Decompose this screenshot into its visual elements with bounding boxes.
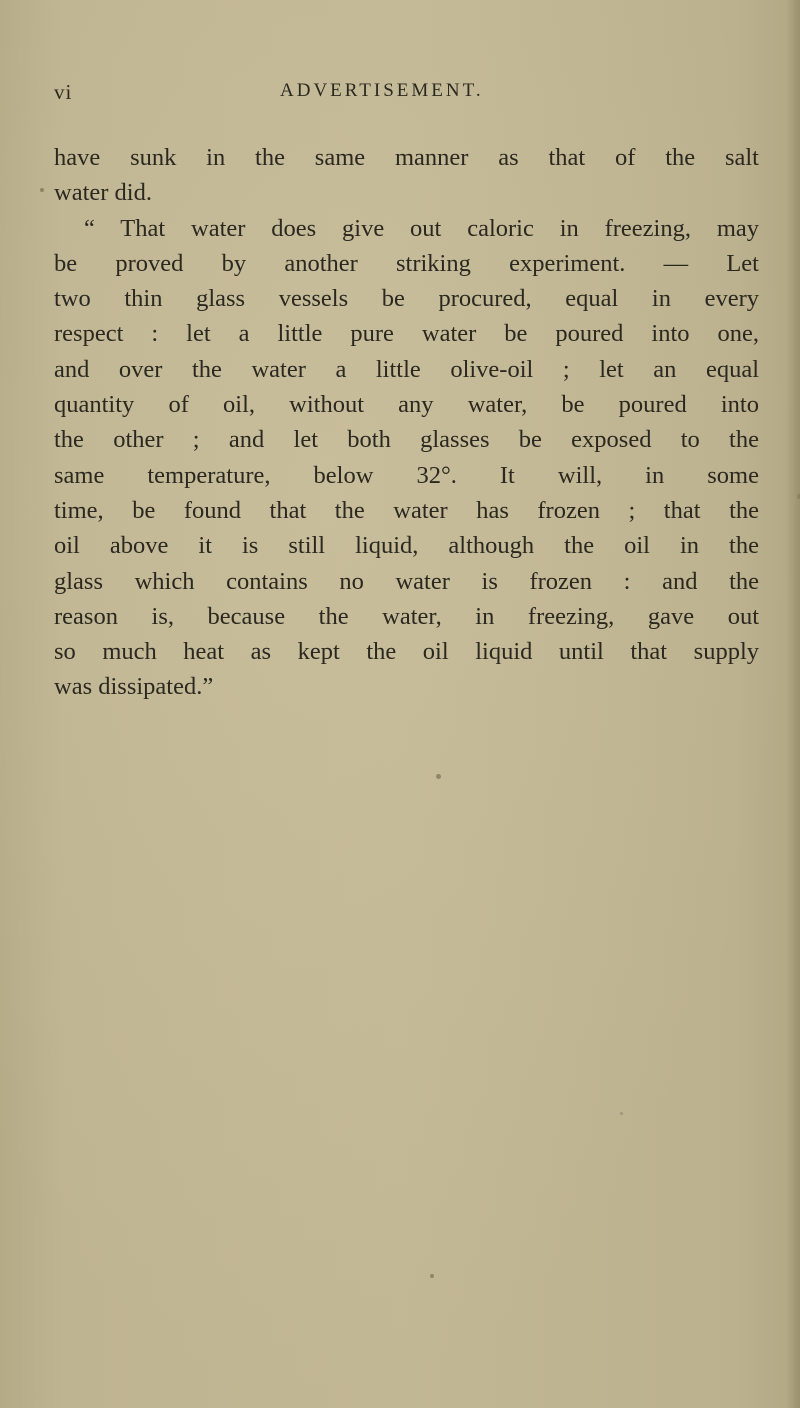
running-head — [54, 80, 774, 110]
paper-speck — [620, 1112, 623, 1115]
text-line: so much heat as kept the oil liquid until that supply — [54, 638, 759, 666]
page-number: vi — [54, 80, 73, 104]
text-line: time, be found that the water has frozen ; that the — [54, 496, 759, 524]
running-title: ADVERTISEMENT. — [280, 80, 484, 101]
paper-speck — [40, 188, 44, 192]
text-line: be proved by another striking experiment. — Let — [54, 249, 759, 277]
text-line: the other ; and let both glasses be exposed to the — [54, 426, 759, 454]
text-line: reason is, because the water, in freezing, gave out — [54, 602, 759, 630]
paper-speck — [436, 774, 441, 779]
text-line: glass which contains no water is frozen : and the — [54, 567, 759, 595]
text-line: two thin glass vessels be procured, equal in every — [54, 285, 759, 313]
body-text — [54, 140, 759, 705]
quotation-first-line: “ That water does give out caloric in freezing, may — [84, 214, 759, 242]
text-line: respect : let a little pure water be poured into one, — [54, 320, 759, 348]
text-line: quantity of oil, without any water, be poured into — [54, 391, 759, 419]
text-line: same temperature, below 32°. It will, in some — [54, 461, 759, 489]
text-line: and over the water a little olive-oil ; let an equal — [54, 355, 759, 383]
text-line: was dissipated.” — [54, 673, 214, 701]
text-line: have sunk in the same manner as that of the salt — [54, 144, 759, 171]
text-line: oil above it is still liquid, although the oil in the — [54, 532, 759, 560]
paper-speck — [430, 1274, 434, 1278]
text-line: water did. — [54, 179, 152, 207]
